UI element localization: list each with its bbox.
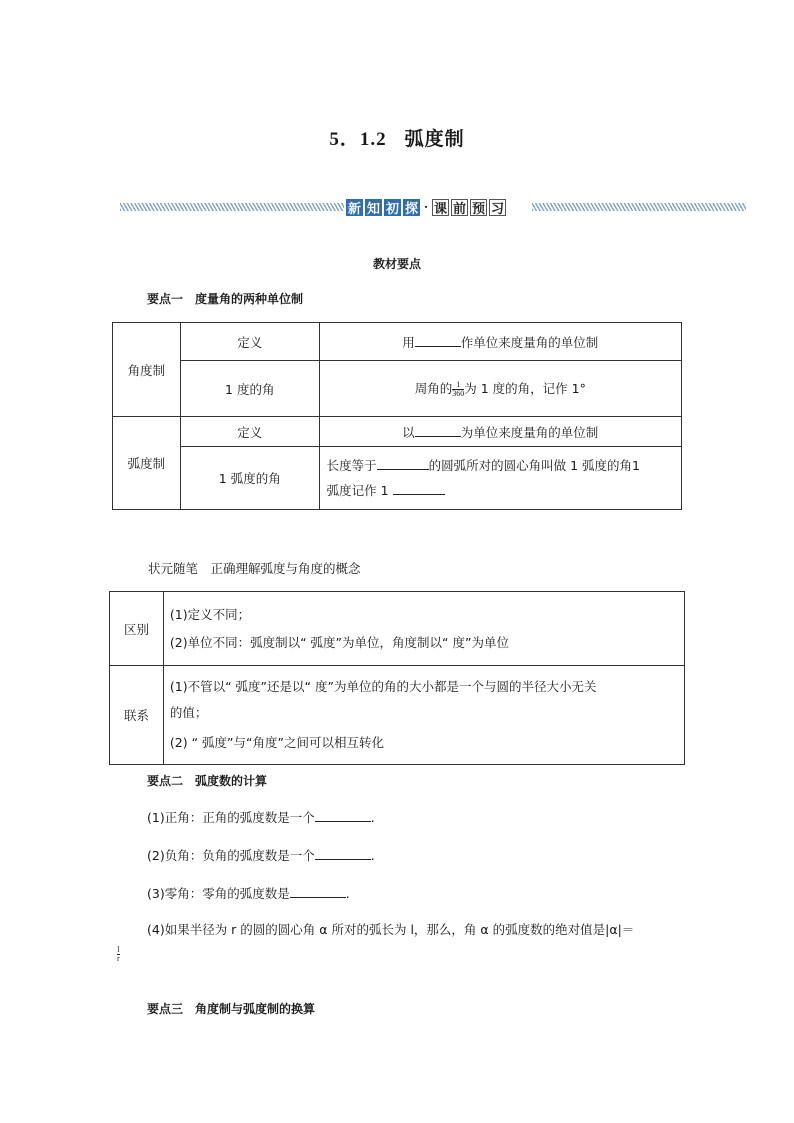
fraction: $\frac{1}{360}$ (452, 380, 465, 398)
banner-char: 知 (365, 199, 382, 216)
list-item: (1)正角：正角的弧度数是一个 . (147, 810, 375, 825)
note-relation-text: (1)不管以“ 弧度”还是以“ 度”为单位的角的大小都是一个与圆的半径大小无关 的值； (2) “ 弧度”与“角度”之间可以相互转化 (163, 666, 684, 765)
list-item: (3)零角：零角的弧度数是 . (147, 886, 350, 901)
fill-blank (315, 847, 371, 860)
banner-char: 预 (470, 199, 487, 216)
note-key-difference: 区别 (110, 592, 164, 666)
fill-blank (377, 457, 429, 470)
fraction: $\frac{l}{r}$ (117, 945, 120, 963)
banner-char: 初 (384, 199, 401, 216)
section2-label: 要点二 弧度数的计算 (147, 774, 268, 788)
note-key-relation: 联系 (110, 666, 164, 765)
section3-label: 要点三 角度制与弧度制的换算 (147, 1002, 316, 1016)
group-label-radian: 弧度制 (113, 417, 181, 510)
page-title (0, 124, 794, 151)
fill-blank (315, 809, 371, 822)
title-number: 5．1.2 (329, 129, 387, 150)
row-key: 1 弧度的角 (180, 447, 319, 510)
banner-char: 课 (432, 199, 449, 216)
title-text: 弧度制 (404, 128, 465, 150)
section-heading: 教材要点 (372, 257, 421, 271)
section-banner (120, 197, 746, 217)
note-label: 状元随笔 正确理解弧度与角度的概念 (148, 561, 361, 576)
row-value: 长度等于 的圆弧所对的圆心角叫做 1 弧度的角1 弧度记作 1 (319, 447, 681, 510)
banner-hatch-left (120, 203, 344, 211)
list-item: (2)负角：负角的弧度数是一个 . (147, 848, 375, 863)
banner-label (346, 197, 508, 217)
banner-dot: · (423, 200, 429, 214)
banner-char: 前 (451, 199, 468, 216)
row-key: 1 度的角 (180, 361, 319, 417)
note-difference-text: (1)定义不同； (2)单位不同：弧度制以“ 弧度”为单位，角度制以“ 度”为单位 (163, 592, 684, 666)
fill-blank (393, 482, 445, 495)
row-key: 定义 (180, 417, 319, 447)
group-label-degree: 角度制 (113, 323, 181, 417)
unit-systems-table (112, 322, 682, 510)
banner-char: 习 (489, 199, 506, 216)
banner-char: 探 (403, 199, 420, 216)
fill-blank (290, 885, 346, 898)
list-item: (4)如果半径为 r 的圆的圆心角 α 所对的弧长为 l，那么，角 α 的弧度数的绝对值是|α|＝ (147, 922, 635, 937)
fill-blank (415, 334, 461, 347)
banner-char: 新 (346, 199, 363, 216)
row-value: 周角的 $\frac{1}{360}$ 为 1 度的角，记作 1° (319, 361, 681, 417)
row-value: 用 作单位来度量角的单位制 (319, 323, 681, 361)
section1-label: 要点一 度量角的两种单位制 (147, 292, 304, 306)
banner-hatch-right (532, 203, 746, 211)
row-value: 以 为单位来度量角的单位制 (319, 417, 681, 447)
fill-blank (415, 424, 461, 437)
row-key: 定义 (180, 323, 319, 361)
note-table (109, 591, 685, 765)
